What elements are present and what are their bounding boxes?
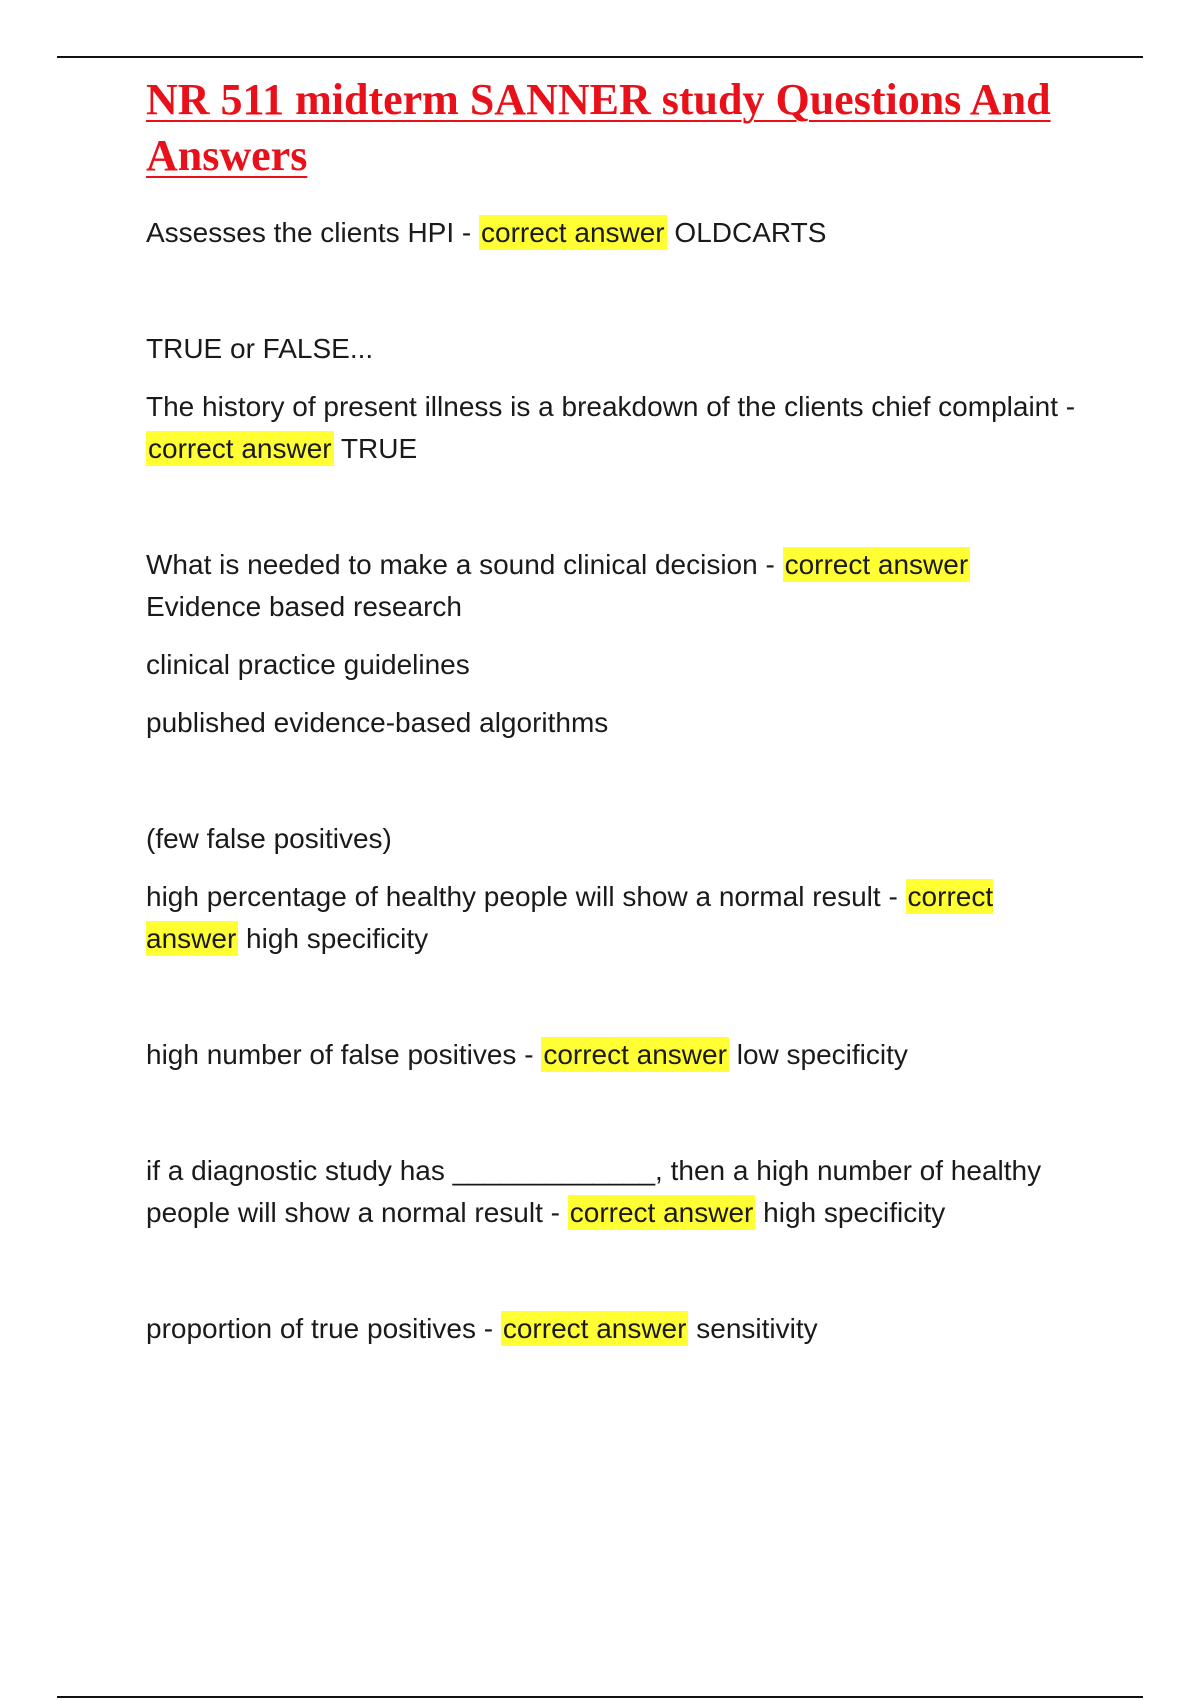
answer-extra-line: clinical practice guidelines xyxy=(146,649,470,680)
question-text: Assesses the clients HPI - xyxy=(146,217,480,248)
document-body xyxy=(146,72,1086,1350)
question-text: high number of false positives - xyxy=(146,1039,542,1070)
page-title: NR 511 midterm SANNER study Questions And Answers xyxy=(146,75,1051,180)
bottom-rule xyxy=(57,1696,1143,1698)
top-rule xyxy=(57,56,1143,58)
answer-text: high specificity xyxy=(246,923,429,954)
question-prefix: (few false positives) xyxy=(146,823,392,854)
correct-answer-label: correct answer xyxy=(146,881,994,954)
question-text: What is needed to make a sound clinical decision - xyxy=(146,549,783,580)
answer-text: high specificity xyxy=(763,1197,946,1228)
qa-item xyxy=(146,386,1086,470)
qa-item xyxy=(146,1150,1086,1234)
answer-text: low specificity xyxy=(736,1039,908,1070)
qa-item xyxy=(146,212,1086,254)
correct-answer-label: correct answer xyxy=(502,1313,687,1344)
qa-item xyxy=(146,544,1086,628)
question-prefix: TRUE or FALSE... xyxy=(146,333,374,364)
correct-answer-label: correct answer xyxy=(543,1039,727,1070)
correct-answer-label: correct answer xyxy=(784,549,969,580)
answer-text: Evidence based research xyxy=(146,591,462,622)
correct-answer-label: correct answer xyxy=(148,433,332,464)
answer-text: OLDCARTS xyxy=(674,217,827,248)
question-text: high percentage of healthy people will show a normal result - xyxy=(146,881,906,912)
answer-extra-line: published evidence-based algorithms xyxy=(146,707,609,738)
answer-text: sensitivity xyxy=(696,1313,818,1344)
correct-answer-label: correct answer xyxy=(569,1197,754,1228)
qa-item xyxy=(146,1034,1086,1076)
question-text: The history of present illness is a breakdown of the clients chief complaint - xyxy=(146,391,1076,422)
answer-text: TRUE xyxy=(340,433,418,464)
question-text: proportion of true positives - xyxy=(146,1313,501,1344)
qa-item xyxy=(146,876,1086,960)
correct-answer-label: correct answer xyxy=(481,217,665,248)
question-text: if a diagnostic study has _____________, then a high number of healthy people will show a normal result - xyxy=(146,1155,1042,1228)
qa-item xyxy=(146,1308,1086,1350)
